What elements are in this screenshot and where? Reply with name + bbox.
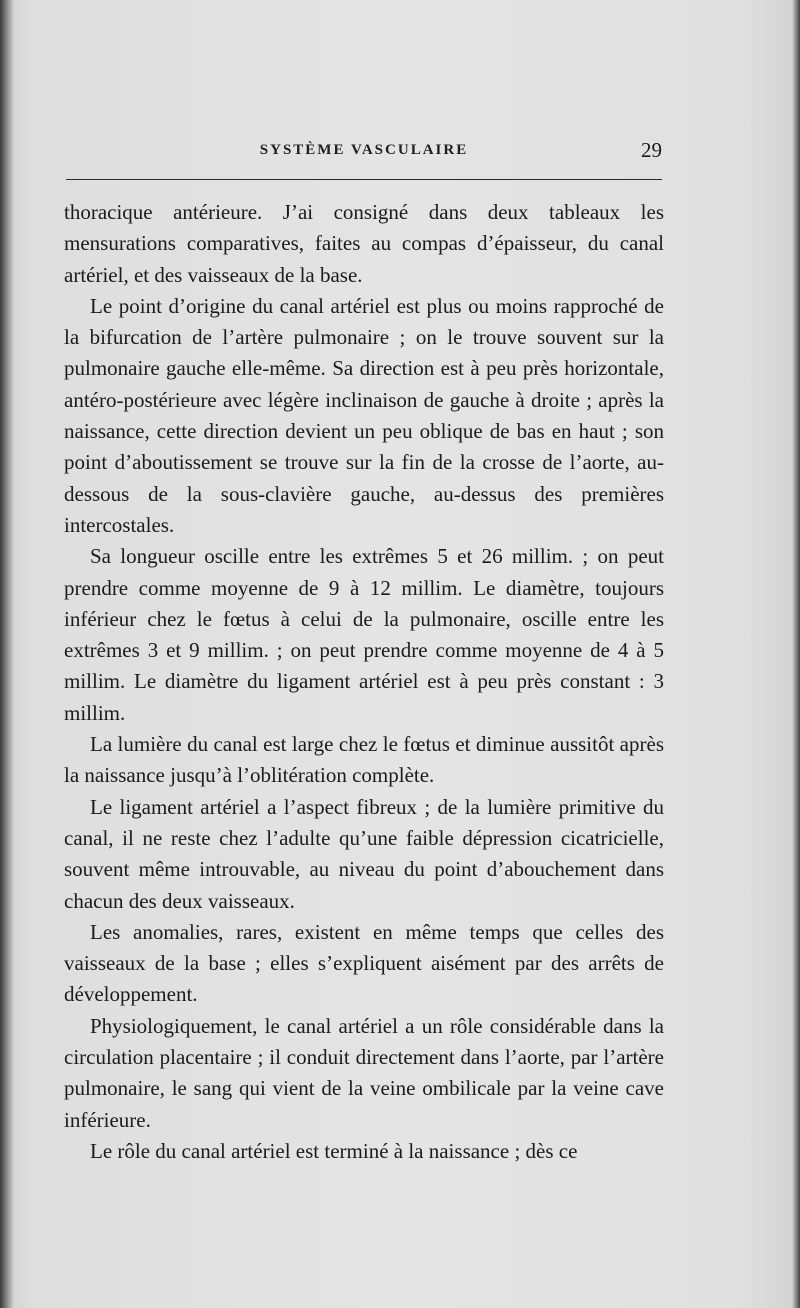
paragraph: Physiologiquement, le canal artériel a un rôle considérable dans la circulation placentaire ; il conduit directement dans l’aorte, par l’artère pulmonaire, le sang qui vient de la veine ombilicale par la veine cave inférieure. bbox=[64, 1013, 664, 1132]
page-number: 29 bbox=[641, 138, 662, 162]
paragraph: thoracique antérieure. J’ai consigné dans deux tableaux les mensurations comparatives, faites au compas d’épaisseur, du canal artériel, et des vaisseaux de la base. bbox=[64, 200, 664, 287]
paragraph: La lumière du canal est large chez le fœtus et diminue aussitôt après la naissance jusqu’à l’oblitération complète. bbox=[64, 732, 664, 788]
paragraph: Le rôle du canal artériel est terminé à la naissance ; dès ce bbox=[90, 1138, 578, 1163]
paragraph: Le ligament artériel a l’aspect fibreux ; de la lumière primitive du canal, il ne reste chez l’adulte qu’une faible dépression cicatricielle, souvent même introuvable, au niveau du point d’abouchement dans chacun des deux vaisseaux. bbox=[64, 794, 664, 913]
body-text bbox=[64, 197, 664, 1167]
paragraph: Sa longueur oscille entre les extrêmes 5 et 26 millim. ; on peut prendre comme moyenne de 9 à 12 millim. Le diamètre, toujours inférieur chez le fœtus à celui de la pulmonaire, oscille entre les extrêmes 3 et 9 millim. ; on peut prendre comme moyenne de 4 à 5 millim. Le diamètre du ligament artériel est à peu près constant : 3 millim. bbox=[64, 544, 664, 725]
header-rule bbox=[66, 179, 662, 180]
paragraph: Les anomalies, rares, existent en même temps que celles des vaisseaux de la base ; elles s’expliquent aisément par des arrêts de développement. bbox=[64, 919, 664, 1007]
paragraph: Le point d’origine du canal artériel est plus ou moins rapproché de la bifurcation de l’artère pulmonaire ; on le trouve souvent sur la pulmonaire gauche elle-même. Sa direction est à peu près horizontale, antéro-postérieure avec légère inclinaison de gauche à droite ; après la naissance, cette direction devient un peu oblique de bas en haut ; son point d’aboutissement se trouve sur la fin de la crosse de l’aorte, au-dessous de la sous-clavière gauche, au-dessus des premières intercostales. bbox=[64, 293, 664, 537]
page-header bbox=[64, 138, 664, 168]
running-head: SYSTÈME VASCULAIRE bbox=[259, 142, 469, 158]
